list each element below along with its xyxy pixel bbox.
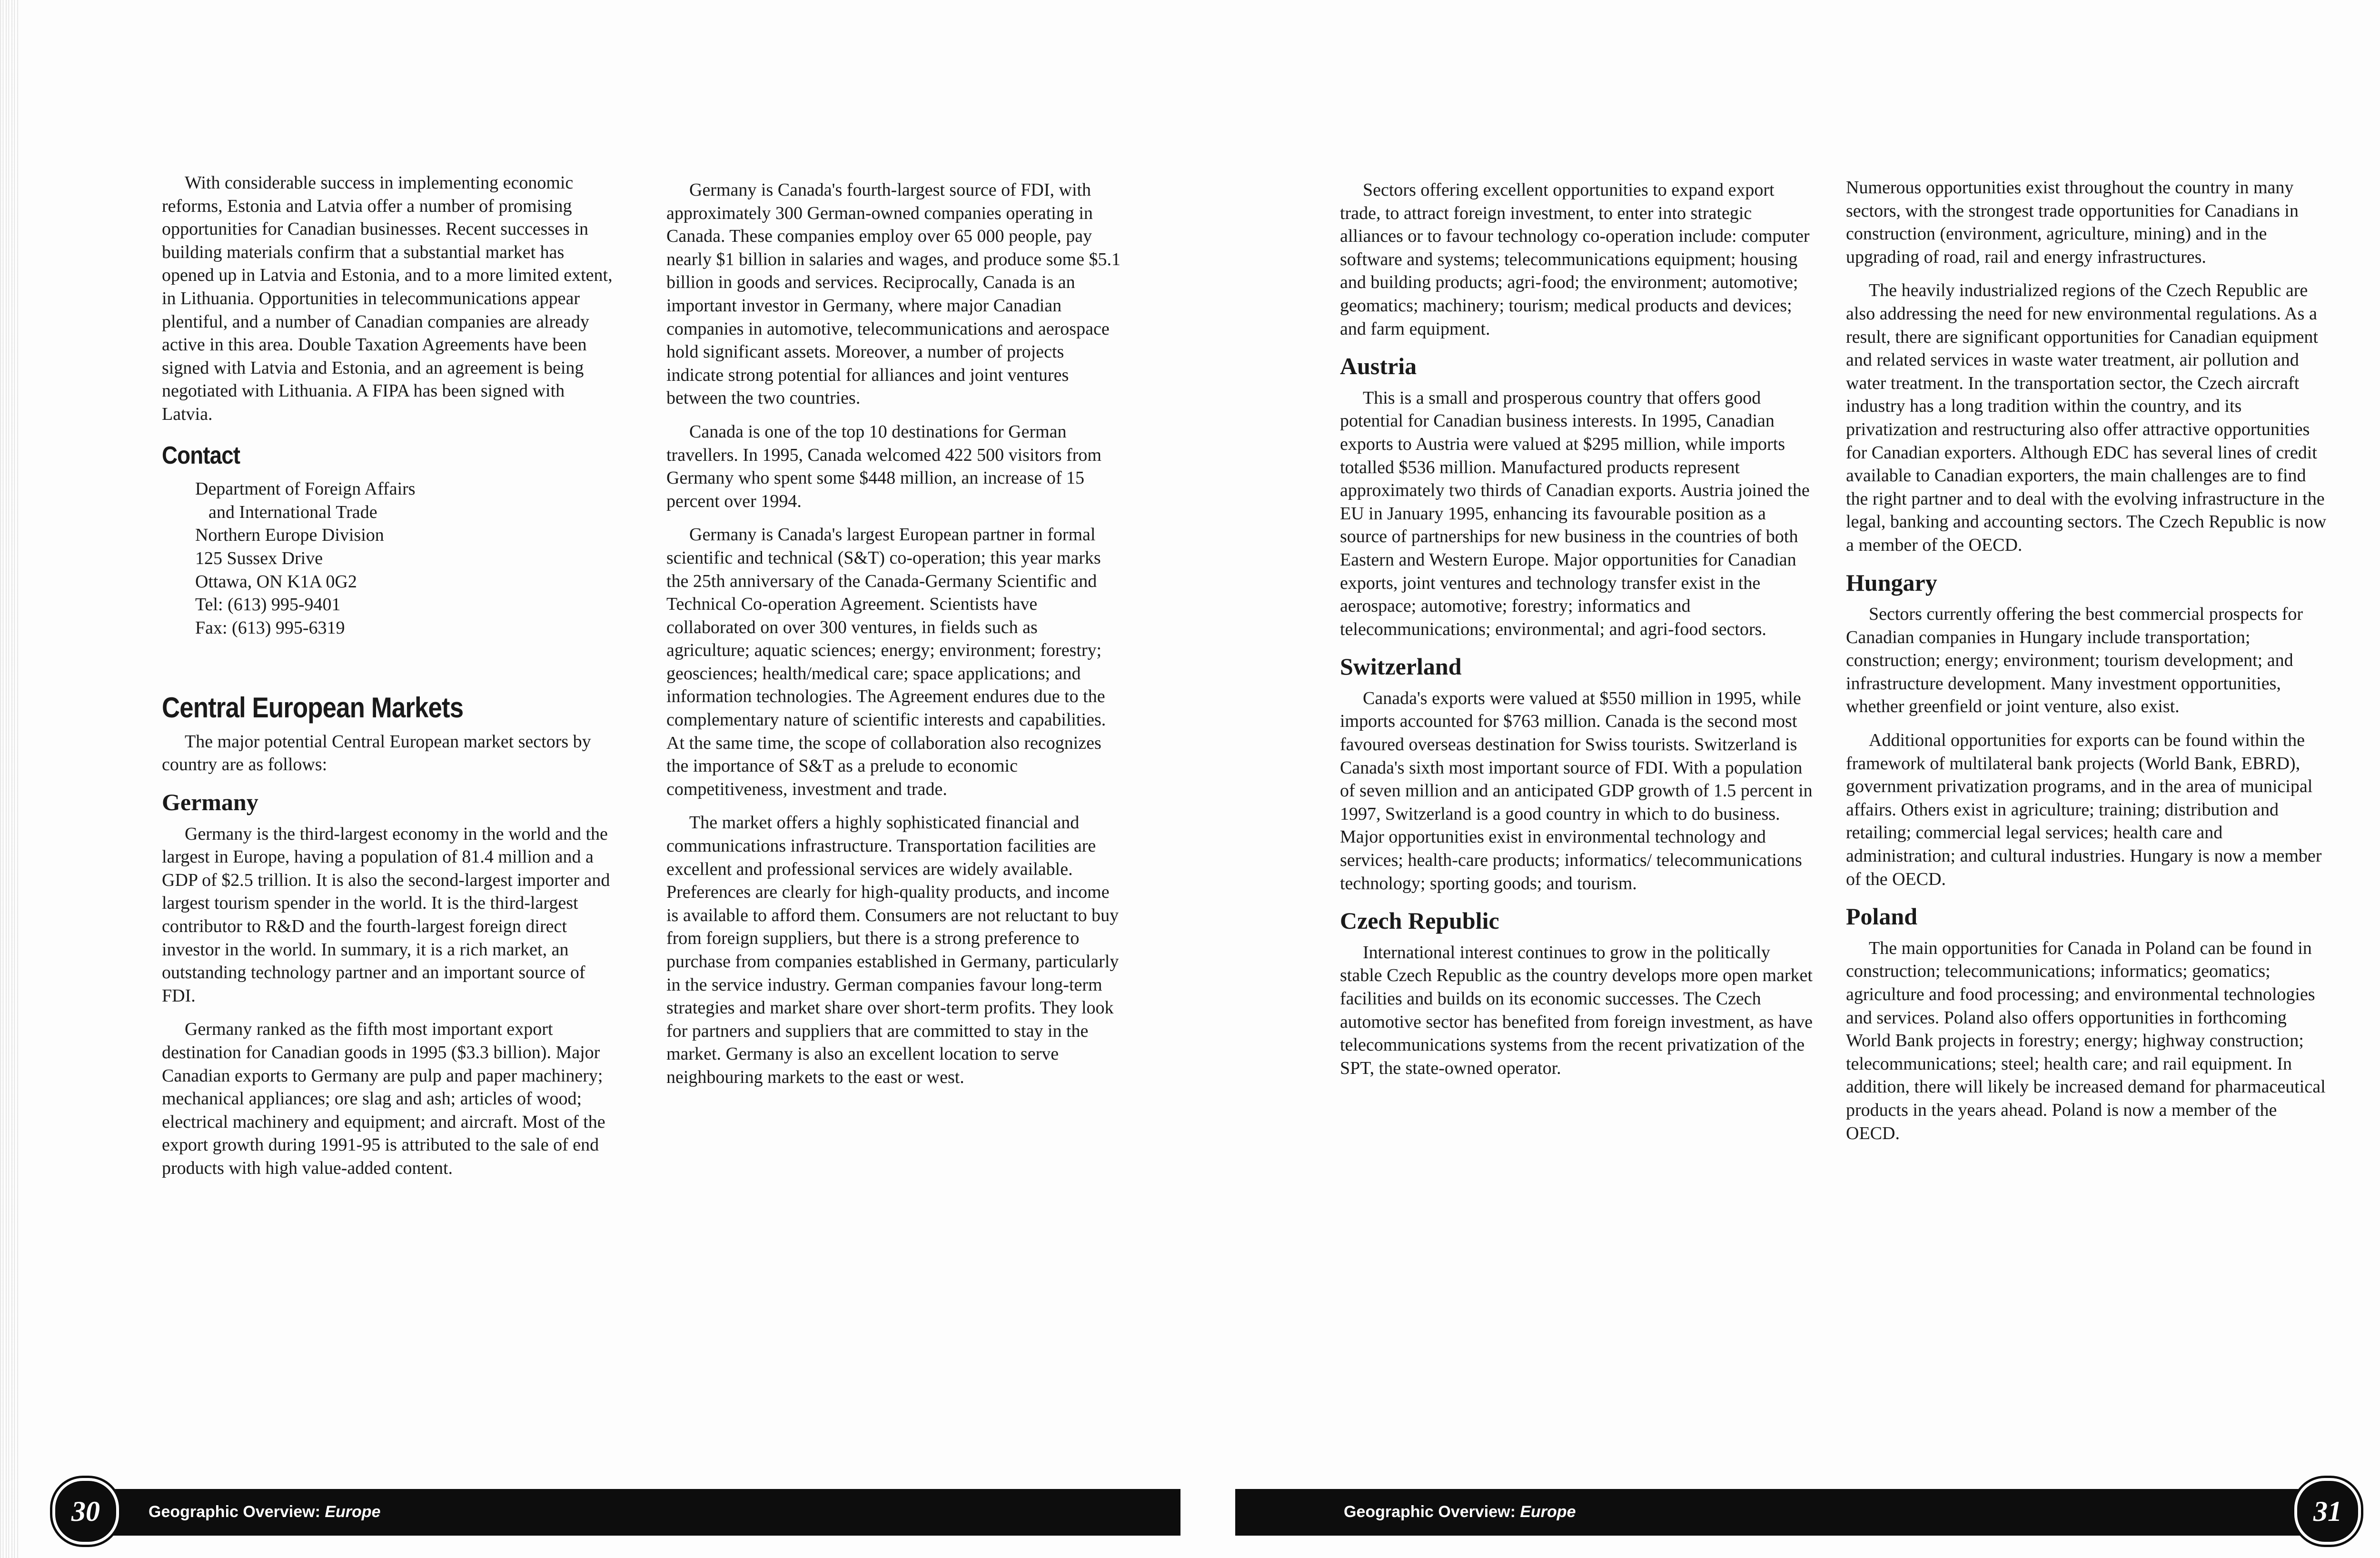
contact-line: and International Trade (208, 502, 377, 522)
heading-hungary: Hungary (1846, 569, 1937, 596)
page-number-right: 31 (2294, 1478, 2361, 1545)
heading-switzerland: Switzerland (1340, 653, 1462, 680)
contact-line: Northern Europe Division (195, 525, 384, 546)
binding-edge (0, 0, 19, 1558)
contact-line: Ottawa, ON K1A 0G2 (195, 571, 357, 592)
poland-paragraph: The main opportunities for Canada in Poland can be found in construction; telecommunications; informatics; geomatics; agriculture and food processing; and environmental technologies and services. Poland also offers opportunities in forthcoming World Bank projects in forestry; energy; highway construction; telecommunications; steel; health care; and rail equipment. In addition, there will likely be increased demand for pharmaceutical products in the years ahead. Poland is now a member of the OECD. (1846, 938, 2326, 1143)
germany-paragraph-2: Germany ranked as the fifth most important export destination for Canadian goods in 1995 ($3.3 billion). Major Canadian exports to Germany are pulp and paper machinery; mechanical appliances; ore slag and ash; articles of wood; electrical machinery and equipment; and aircraft. Most of the export growth during 1991-95 is attributed to the sale of end products with high value-added content. (162, 1019, 605, 1178)
heading-czech-republic: Czech Republic (1340, 907, 1499, 934)
right-column-2 (1846, 176, 2327, 1155)
page-number-left: 30 (52, 1478, 119, 1545)
germany-paragraph-1: Germany is the third-largest economy in the world and the largest in Europe, having a population of 81.4 million and a GDP of $2.5 trillion. It is also the second-largest importer and largest tourism spender in the world. It is the third-largest contributor to R&D and the fourth-largest foreign direct investor in the world. In summary, it is a rich market, an outstanding technology partner and an important source of FDI. (162, 824, 610, 1006)
footer-label: Geographic Overview: Europe (149, 1503, 381, 1521)
contact-heading: Contact (162, 441, 240, 469)
hungary-paragraph-2: Additional opportunities for exports can be found within the framework of multilateral bank projects (World Bank, EBRD), government privatization programs, and in the area of municipal affairs. Others exist in agriculture; training; distribution and retailing; commercial legal services; health care and administration; and cultural industries. Hungary is now a member of the OECD. (1846, 730, 2322, 889)
germany-market-paragraph: The market offers a highly sophisticated financial and communications infrastructure. Transportation facilities are excellent and professional services are widely available. Preferences are clearly for high-quality products, and income is available to afford them. Consumers are not reluctant to buy from foreign suppliers, but there is a strong preference to purchase from companies established in Germany, particularly in the service industry. German companies favour long-term strategies and market share over short-term profits. They look for partners and suppliers that are committed to stay in the market. Germany is also an excellent location to serve neighbouring markets to the east or west. (666, 813, 1119, 1087)
heading-poland: Poland (1846, 903, 1918, 930)
czech-continued-paragraph: Numerous opportunities exist throughout the country in many sectors, with the strongest trade opportunities for Canadians in construction (environment, agriculture, mining) and in the upgrading of road, rail and energy infrastructures. (1846, 178, 2299, 267)
section-heading-central-europe: Central European Markets (162, 692, 464, 724)
czech-paragraph-2: The heavily industrialized regions of the Czech Republic are also addressing the need for new environmental regulations. As a result, there are significant opportunities for Canadian equipment and related services in waste water treatment, air pollution and water treatment. In the transportation sector, the Czech aircraft industry has a long tradition within the country, and its privatization and restructuring also offer attractive opportunities for Canadian exporters. Although EDC has several lines of credit available to Canadian exporters, the main challenges are to find the right partner and to deal with the evolving infrastructure in the legal, banking and accounting sectors. The Czech Republic is now a member of the OECD. (1846, 280, 2327, 555)
switzerland-paragraph: Canada's exports were valued at $550 million in 1995, while imports accounted for $763 million. Canada is the second most favoured overseas destination for Swiss tourists. Switzerland is Canada's sixth most important source of FDI. With a population of seven million and an anticipated GDP growth of 1.5 percent in 1997, Switzerland is a good country in which to do business. Major opportunities exist in environmental technology and services; health-care products; informatics/ telecommunications technology; sporting goods; and tourism. (1340, 688, 1813, 893)
right-page (1219, 0, 2380, 1558)
footer-bar-right (1235, 1489, 2301, 1536)
left-column-2 (666, 179, 1123, 1100)
austria-paragraph: This is a small and prosperous country that offers good potential for Canadian business interests. In 1995, Canadian exports to Austria were valued at $295 million, while imports totalled $536 million. Manufactured products represent approximately two thirds of Canadian exports. Austria joined the EU in January 1995, enhancing its favourable position as a source of partnerships for new business in the countries of both Eastern and Western Europe. Major opportunities for Canadian exports, joint ventures and technology transfer exist in the aerospace; automotive; forestry; informatics and telecommunications; environmental; and agri-food sectors. (1340, 387, 1810, 639)
footer-bar-left (90, 1489, 1180, 1536)
contact-address (162, 477, 619, 639)
germany-fdi-paragraph: Germany is Canada's fourth-largest source of FDI, with approximately 300 German-owned companies operating in Canada. These companies employ over 65 000 people, pay nearly $1 billion in salaries and wages, and produce some $5.1 billion in goods and services. Reciprocally, Canada is an important investor in Germany, where major Canadian companies in automotive, telecommunications and aerospace hold significant assets. Moreover, a number of projects indicate strong potential for alliances and joint ventures between the two countries. (666, 180, 1121, 408)
heading-austria: Austria (1340, 353, 1417, 380)
footer-label: Geographic Overview: Europe (1344, 1503, 1576, 1521)
heading-germany: Germany (162, 789, 258, 816)
germany-tourism-paragraph: Canada is one of the top 10 destinations for German travellers. In 1995, Canada welcomed 422 500 visitors from Germany who spent some $448 million, an increase of 15 percent over 1994. (666, 421, 1101, 511)
czech-paragraph: International interest continues to grow in the politically stable Czech Republic as the country develops more open market facilities and builds on its economic successes. The Czech automotive sector has benefited from foreign investment, as have telecommunications systems from the recent privatization of the SPT, the state-owned operator. (1340, 942, 1813, 1078)
germany-st-paragraph: Germany is Canada's largest European partner in formal scientific and technical (S&T) co-operation; this year marks the 25th anniversary of the Canada-Germany Scientific and Technical Co-operation Agreement. Scientists have collaborated on over 300 ventures, in fields such as agriculture; aquatic sciences; energy; environment; forestry; geosciences; health/medical care; space applications; and information technologies. The Agreement endures due to the complementary nature of scientific interests and capabilities. At the same time, the scope of collaboration also recognizes the importance of S&T as a prelude to economic competitiveness, investment and trade. (666, 525, 1106, 799)
contact-line: Department of Foreign Affairs (195, 479, 416, 499)
intro-paragraph: With considerable success in implementing economic reforms, Estonia and Latvia offer a number of promising opportunities for Canadian businesses. Recent successes in building materials confirm that a substantial market has opened up in Latvia and Estonia, and to a more limited extent, in Lithuania. Opportunities in telecommunications appear plentiful, and a number of Canadian companies are already active in this area. Double Taxation Agreements have been signed with Latvia and Estonia, and an agreement is being negotiated with Lithuania. A FIPA has been signed with Latvia. (162, 173, 613, 424)
contact-fax: Fax: (613) 995-6319 (195, 617, 345, 638)
hungary-paragraph-1: Sectors currently offering the best commercial prospects for Canadian companies in Hungary include transportation; construction; energy; environment; tourism development; and infrastructure development. Many investment opportunities, whether greenfield or joint venture, also exist. (1846, 604, 2303, 717)
germany-sectors-paragraph: Sectors offering excellent opportunities to expand export trade, to attract foreign investment, to enter into strategic alliances or to favour technology co-operation include: computer software and systems; telecommunications equipment; housing and building products; agri-food; the environment; automotive; geomatics; machinery; tourism; medical products and devices; and farm equipment. (1340, 180, 1810, 339)
left-column-1 (162, 171, 619, 1191)
contact-phone: Tel: (613) 995-9401 (195, 595, 341, 615)
right-column-1 (1340, 179, 1816, 1090)
contact-line: 125 Sussex Drive (195, 548, 323, 568)
section-intro: The major potential Central European market sectors by country are as follows: (162, 731, 591, 775)
